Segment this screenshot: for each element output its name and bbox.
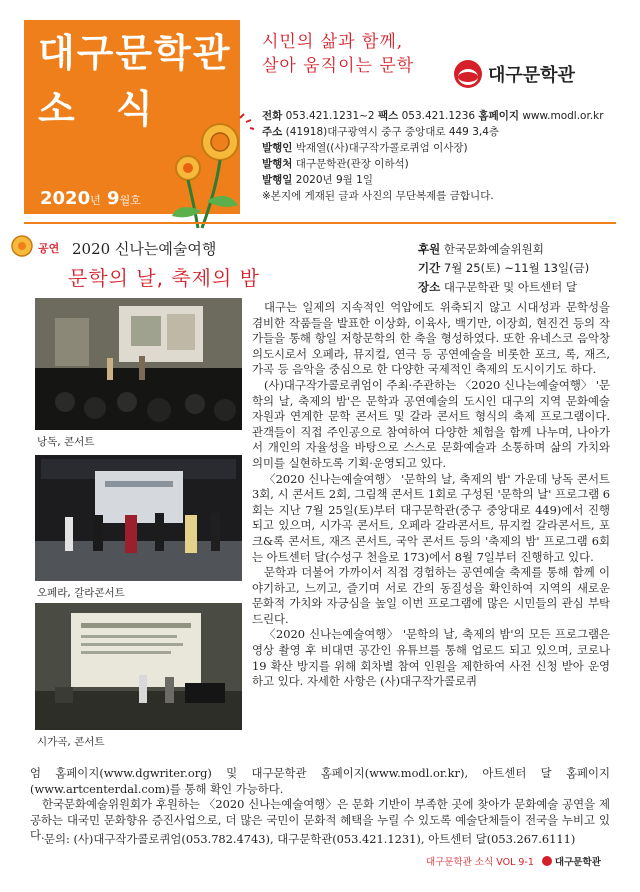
sponsor-line — [418, 240, 589, 259]
category-badge: 공연 — [38, 242, 60, 255]
address: (41918)대구광역시 중구 중앙대로 449 3,4층 — [285, 126, 500, 138]
publisher-label: 발행인 — [262, 142, 293, 154]
photo-caption-3: 시가곡, 콘서트 — [37, 736, 105, 748]
logo-mark-icon — [454, 60, 482, 88]
sponsor-label: 후원 — [418, 242, 441, 256]
paragraph-3: 〈2020 신나는예술여행〉 '문학의 날, 축제의 밤' 가운데 낭독 콘서트 3회, 시 콘서트 2회, 그림책 콘서트 1회로 구성된 '문학의 날' 프로그램 6회는 지난 7월 25일(토)부터 대구문학관(중구 중앙대로 449)에서 진행되고 있으며, 시가곡 콘서트, 오페라 갈라콘서트, 뮤지컬 갈라콘서트, 포크&록 콘서트, 재즈 콘서트, 국악 콘서트 등의 '축제의 밤' 프로그램 6회는 아트센터 달(수성구 천을로 173)에서 8월 7일부터 진행하고 있다. — [252, 471, 610, 564]
masthead-box — [24, 20, 240, 214]
closing-paragraph: 한국문화예술위원회가 후원하는 〈2020 신나는예술여행〉은 문화 기반이 부족한 곳에 찾아가 문화예술 공연을 제공하는 대국민 문화향유 증진사업으로, 더 많은 국민이 문화적 혜택을 누릴 수 있도록 예술단체들이 전국을 누비고 있다. — [30, 797, 610, 843]
inquiry-contact: 문의: (사)대구작가콜로퀴엄(053.782.4743), 대구문학관(053.421.1231), 아트센터 달(053.267.6111) — [44, 832, 576, 846]
photo-caption-1: 낭독, 콘서트 — [37, 436, 95, 448]
date-label: 발행일 — [262, 174, 293, 186]
phone-label: 전화 — [262, 110, 283, 122]
article-headline: 문학의 날, 축제의 밤 — [68, 266, 260, 290]
flower-illustration-icon — [158, 110, 268, 230]
issuer-line — [262, 156, 604, 172]
issue-year-unit: 년 — [90, 194, 101, 207]
homepage: www.modl.or.kr — [522, 110, 604, 122]
issue-date — [40, 188, 141, 209]
issue-year: 2020 — [40, 188, 91, 209]
period: 7월 25(토) ~11월 13일(금) — [443, 261, 590, 275]
period-line — [418, 259, 589, 278]
paragraph-1: 대구는 일제의 지속적인 억압에도 위축되지 않고 시대성과 문학성을 겸비한 작품들을 발표한 이상화, 이육사, 백기만, 이장희, 현진건 등의 작가들을 통해 항일 저항문학의 한 축을 형성하였다. 또한 유네스코 음악창의도시로서 오페라, 뮤지컬, 연극 등 공연예술을 비롯한 포크, 록, 재즈, 가곡 등 음악을 중심으로 한 다양한 국제적인 축제의 도시이기도 하다. — [252, 300, 610, 377]
masthead-subtitle: 소 식 — [38, 87, 167, 131]
paragraph-5: 〈2020 신나는예술여행〉 '문학의 날, 축제의 밤'의 모든 프로그램은 영상 촬영 후 비대면 공간인 유튜브를 통해 업로드 되고 있으며, 코로나19 확산 방지를 위해 회차별 참여 인원을 제한하여 사전 신청 받아 운영하고 있다. 자세한 사항은 (사)대구작가콜로퀴 — [252, 627, 610, 689]
venue-label: 장소 — [418, 280, 441, 294]
sponsor: 한국문화예술위원회 — [443, 242, 544, 256]
issue-month: 9 — [107, 188, 120, 209]
footer-label: 대구문학관 소식 VOL 9-1 — [426, 857, 534, 868]
copyright-notice: ※본지에 게재된 글과 사진의 무단복제를 금합니다. — [262, 190, 494, 202]
photo-caption-2: 오페라, 갈라콘서트 — [37, 587, 125, 599]
logo-text: 대구문학관 — [488, 65, 575, 86]
photo-opera-gala — [35, 455, 242, 581]
program-title: 2020 신나는예술여행 — [72, 240, 217, 258]
homepage-label: 홈페이지 — [478, 110, 519, 122]
slogan-line-1: 시민의 삶과 함께, — [262, 32, 404, 52]
photo-poem-song-concert — [35, 603, 242, 730]
slogan-line-2: 살아 움직이는 문학 — [262, 56, 415, 76]
photo-reading-concert — [35, 298, 242, 430]
badge-flower-icon — [8, 232, 38, 260]
article-body — [252, 300, 610, 690]
masthead-title: 대구문학관 — [38, 31, 232, 75]
paragraph-5-continued: 엄 홈페이지(www.dgwriter.org) 및 대구문학관 홈페이지(www.modl.or.kr), 아트센터 달 홈페이지(www.artcenterdal.com)를 통해 확인 가능하다. — [30, 766, 610, 796]
publication-info — [262, 108, 604, 204]
slogan — [262, 30, 414, 78]
venue-line — [418, 278, 589, 297]
paragraph-4: 문학과 더불어 가까이서 직접 경험하는 공연예술 축제를 통해 함께 이야기하고, 느끼고, 즐기며 서로 간의 동질성을 확인하여 지역의 새로운 문화적 가치와 자긍심을 높일 이번 프로그램에 많은 시민들의 관심 부탁드린다. — [252, 565, 610, 626]
paragraph-2: (사)대구작가콜로퀴엄이 주최·주관하는 〈2020 신나는예술여행〉 '문학의 날, 축제의 밤'은 문학과 공연예술의 도시인 대구의 지역 문화예술자원과 연계한 문학 콘서트 및 갈라 콘서트 형식의 축제 프로그램이다. 관객들이 직접 주인공으로 참여하여 다양한 체험을 함께 나누며, 나아가서 개인의 자율성을 바탕으로 스스로 문화예술과 소통하며 삶의 가치와 의미를 실현하도록 기획·운영되고 있다. — [252, 377, 610, 470]
event-meta — [418, 240, 589, 297]
publish-date: 2020년 9월 1일 — [295, 174, 373, 186]
footer-logo-icon — [542, 856, 552, 866]
address-label: 주소 — [262, 126, 283, 138]
page-footer — [426, 854, 601, 868]
date-line — [262, 172, 604, 188]
venue: 대구문학관 및 아트센터 달 — [443, 280, 578, 294]
address-line — [262, 124, 604, 140]
publisher: 박재열((사)대구작가콜로퀴엄 이사장) — [295, 142, 468, 154]
issuer: 대구문학관(관장 이하석) — [295, 158, 409, 170]
contact-line — [262, 108, 604, 124]
issuer-label: 발행처 — [262, 158, 293, 170]
publisher-line — [262, 140, 604, 156]
period-label: 기간 — [418, 261, 441, 275]
issue-month-unit: 월호 — [119, 194, 141, 207]
phone: 053.421.1231~2 — [285, 110, 375, 122]
logo — [454, 60, 575, 88]
footer-logo-text: 대구문학관 — [554, 857, 601, 868]
fax: 053.421.1236 — [401, 110, 476, 122]
header-divider — [24, 222, 616, 224]
fax-label: 팩스 — [377, 110, 399, 122]
